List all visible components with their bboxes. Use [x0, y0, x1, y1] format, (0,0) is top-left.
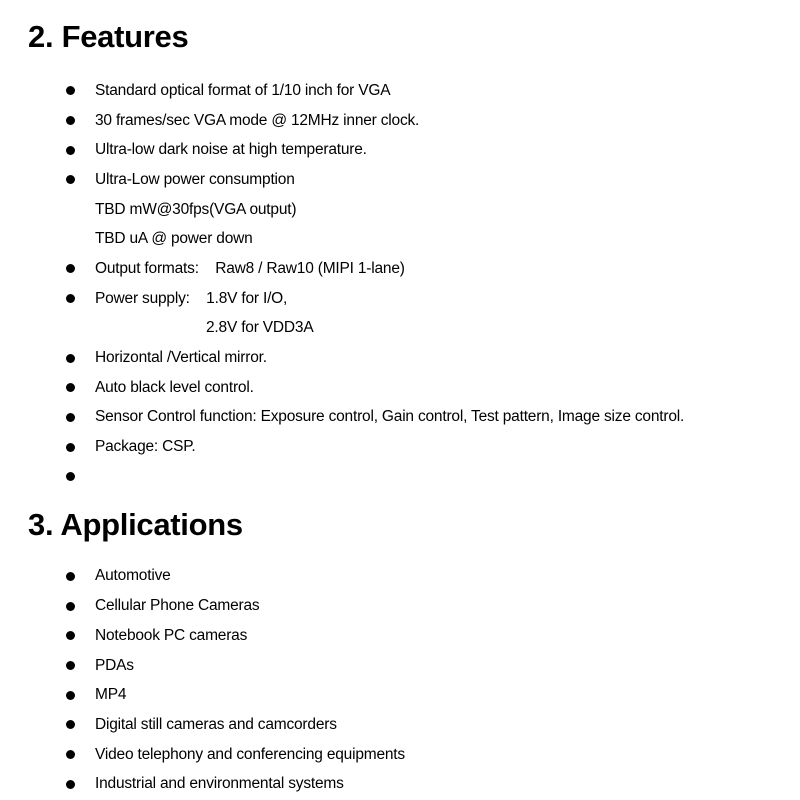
- bullet-icon: [66, 413, 75, 422]
- feature-item-continuation: [0, 314, 800, 344]
- bullet-icon: [66, 631, 75, 640]
- feature-item: [0, 432, 800, 462]
- feature-text: Auto black level control.: [95, 378, 254, 396]
- feature-item-continuation: [0, 195, 800, 225]
- bullet-icon: [66, 602, 75, 611]
- bullet-icon: [66, 86, 75, 95]
- application-text: Video telephony and conferencing equipments: [95, 745, 405, 763]
- bullet-icon: [66, 354, 75, 363]
- application-text: PDAs: [95, 656, 134, 674]
- feature-text: Standard optical format of 1/10 inch for VGA: [95, 81, 391, 99]
- bullet-icon: [66, 780, 75, 789]
- feature-item: [0, 373, 800, 403]
- feature-item-empty: [0, 462, 800, 492]
- bullet-icon: [66, 720, 75, 729]
- application-item: [0, 651, 800, 681]
- application-item: [0, 740, 800, 770]
- application-item: [0, 591, 800, 621]
- section-heading-applications: 3. Applications: [28, 506, 243, 542]
- feature-text: Ultra-low dark noise at high temperature.: [95, 141, 367, 159]
- feature-text: Power supply: 1.8V for I/O,: [95, 289, 288, 307]
- feature-text: 2.8V for VDD3A: [206, 319, 314, 337]
- bullet-icon: [66, 443, 75, 452]
- bullet-icon: [66, 691, 75, 700]
- application-item: [0, 621, 800, 651]
- feature-text: 30 frames/sec VGA mode @ 12MHz inner clock.: [95, 111, 420, 129]
- feature-item: [0, 343, 800, 373]
- feature-item: [0, 165, 800, 195]
- feature-item: [0, 76, 800, 106]
- feature-text: Sensor Control function: Exposure control, Gain control, Test pattern, Image size control.: [95, 408, 685, 426]
- feature-item: [0, 106, 800, 136]
- feature-item: [0, 284, 800, 314]
- bullet-icon: [66, 750, 75, 759]
- application-text: Cellular Phone Cameras: [95, 597, 260, 615]
- applications-list: [0, 562, 800, 800]
- bullet-icon: [66, 116, 75, 125]
- bullet-icon: [66, 264, 75, 273]
- bullet-icon: [66, 146, 75, 155]
- application-item: [0, 769, 800, 799]
- bullet-icon: [66, 175, 75, 184]
- bullet-icon: [66, 472, 75, 481]
- application-item: [0, 680, 800, 710]
- feature-item-continuation: [0, 224, 800, 254]
- section-heading-features: 2. Features: [28, 19, 189, 54]
- application-text: Automotive: [95, 567, 171, 585]
- feature-text: TBD uA @ power down: [95, 230, 253, 248]
- application-text: Digital still cameras and camcorders: [95, 715, 337, 733]
- feature-text: TBD mW@30fps(VGA output): [95, 200, 297, 218]
- bullet-icon: [66, 294, 75, 303]
- application-text: MP4: [95, 686, 127, 704]
- bullet-icon: [66, 383, 75, 392]
- feature-item: [0, 135, 800, 165]
- feature-item: [0, 403, 800, 433]
- feature-text: Output formats: Raw8 / Raw10 (MIPI 1-lane): [95, 259, 405, 277]
- application-text: Notebook PC cameras: [95, 626, 248, 644]
- bullet-icon: [66, 661, 75, 670]
- feature-item: [0, 254, 800, 284]
- feature-text: Package: CSP.: [95, 438, 196, 456]
- application-item: [0, 710, 800, 740]
- feature-text: Ultra-Low power consumption: [95, 170, 295, 188]
- features-list: [0, 76, 800, 492]
- application-text: Industrial and environmental systems: [95, 775, 344, 793]
- bullet-icon: [66, 572, 75, 581]
- feature-text: Horizontal /Vertical mirror.: [95, 349, 267, 367]
- application-item: [0, 562, 800, 592]
